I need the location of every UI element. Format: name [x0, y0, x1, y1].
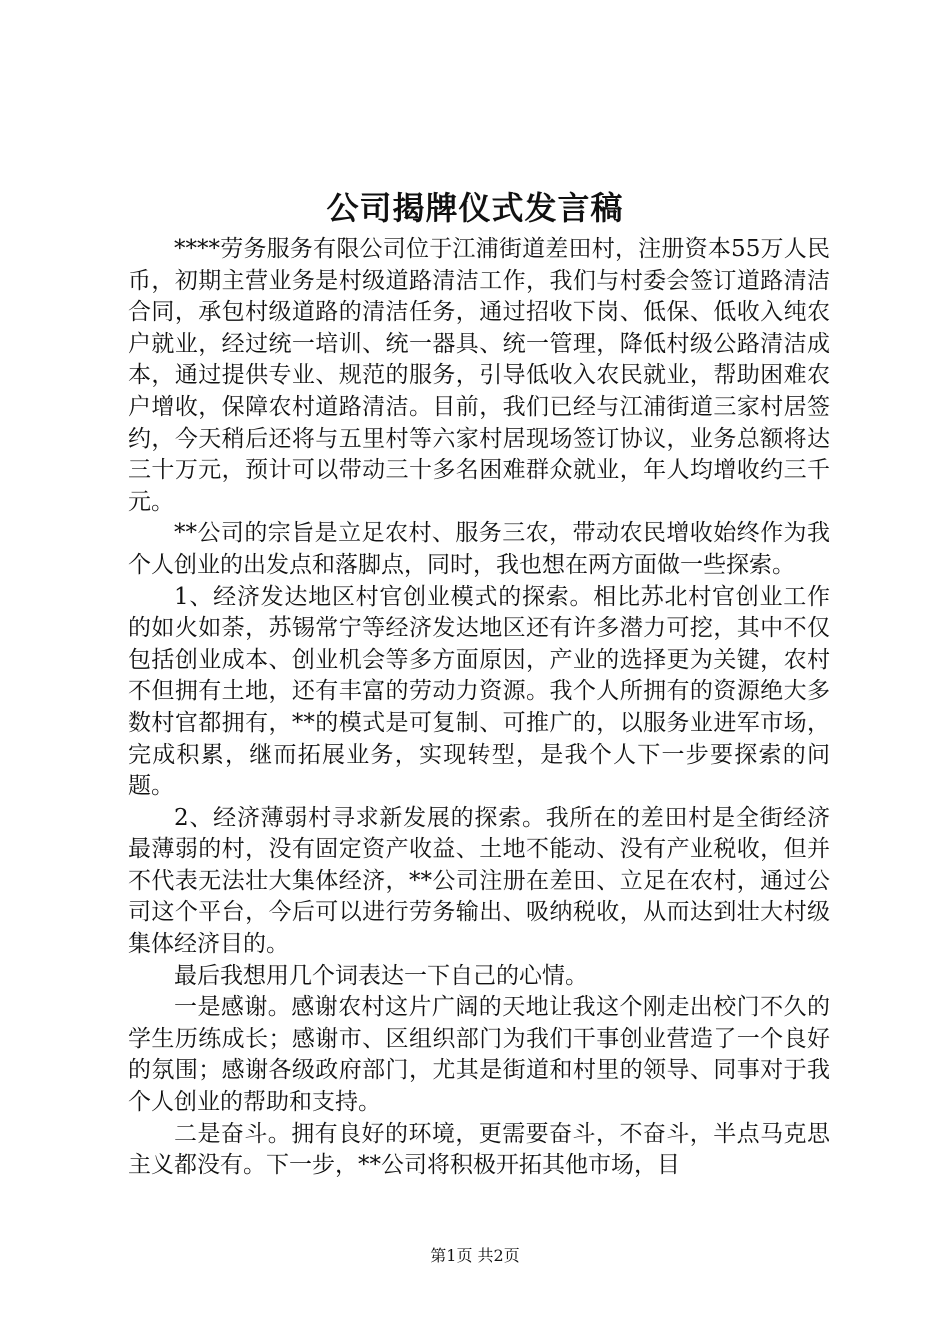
paragraph-purpose: **公司的宗旨是立足农村、服务三农，带动农民增收始终作为我个人创业的出发点和落脚点，同时，我也想在两方面做一些探索。 [128, 520, 830, 578]
paragraph-intro: ****劳务服务有限公司位于江浦街道差田村，注册资本55万人民币，初期主营业务是村级道路清洁工作，我们与村委会签订道路清洁合同，承包村级道路的清洁任务，通过招收下岗、低保、低收入纯农户就业，经过统一培训、统一器具、统一管理，降低村级公路清洁成本，通过提供专业、规范的服务，引导低收入农民就业，帮助困难农户增收，保障农村道路清洁。目前，我们已经与江浦街道三家村居签约，今天稍后还将与五里村等六家村居现场签订协议，业务总额将达三十万元，预计可以带动三十多名困难群众就业，年人均增收约三千元。 [128, 236, 830, 515]
paragraph-strive: 二是奋斗。拥有良好的环境，更需要奋斗，不奋斗，半点马克思主义都没有。下一步，**公司将积极开拓其他市场，目 [128, 1120, 830, 1179]
paragraph-exploration-2: 2、经济薄弱村寻求新发展的探索。我所在的差田村是全街经济最薄弱的村，没有固定资产收益、土地不能动、没有产业税收，但并不代表无法壮大集体经济，**公司注册在差田、立足在农村，通过公司这个平台，今后可以进行劳务输出、吸纳税收，从而达到壮大村级集体经济目的。 [128, 804, 830, 958]
paragraph-exploration-1: 1、经济发达地区村官创业模式的探索。相比苏北村官创业工作的如火如荼，苏锡常宁等经济发达地区还有许多潜力可挖，其中不仅包括创业成本、创业机会等多方面原因，产业的选择更为关键，农村不但拥有土地，还有丰富的劳动力资源。我个人所拥有的资源绝大多数村官都拥有，**的模式是可复制、可推广的，以服务业进军市场，完成积累，继而拓展业务，实现转型，是我个人下一步要探索的问题。 [128, 583, 830, 800]
page-number-footer: 第1页 共2页 [430, 1246, 520, 1265]
document-title: 公司揭牌仪式发言稿 [326, 189, 624, 227]
paragraph-thanks: 一是感谢。感谢农村这片广阔的天地让我这个刚走出校门不久的学生历练成长；感谢市、区组织部门为我们干事创业营造了一个良好的氛围；感谢各级政府部门，尤其是街道和村里的领导、同事对于我个人创业的帮助和支持。 [128, 994, 830, 1116]
document-body [128, 234, 830, 1182]
paragraph-closing-intro: 最后我想用几个词表达一下自己的心情。 [174, 962, 588, 989]
